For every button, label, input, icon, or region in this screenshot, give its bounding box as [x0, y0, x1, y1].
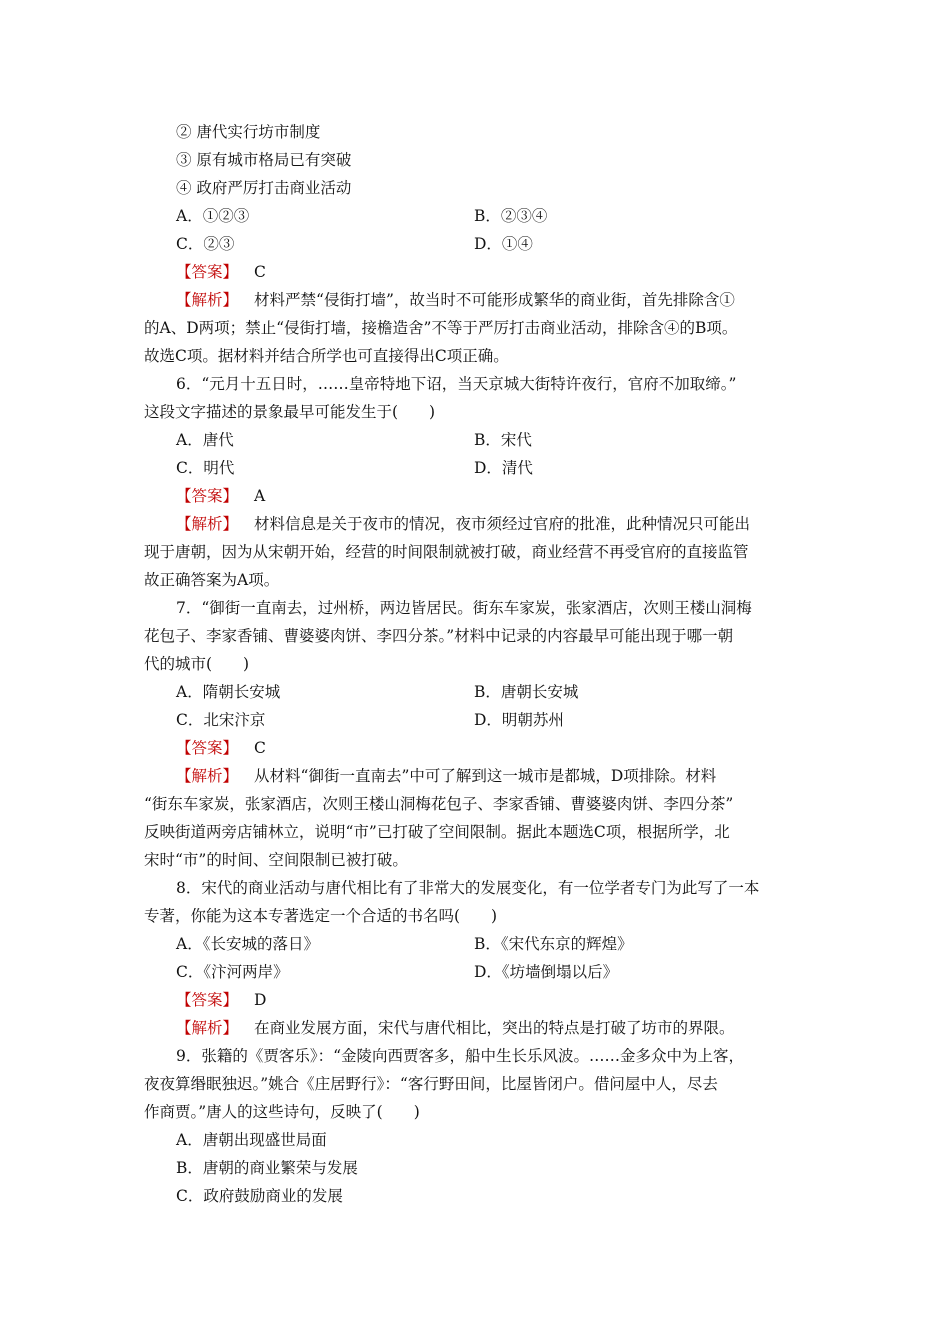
q7-option-a: A．隋朝长安城 [176, 683, 281, 701]
q7-options-row-2 [144, 706, 808, 734]
answer-tag: 【答案】 [176, 487, 239, 505]
q6-options-row-2 [144, 454, 808, 482]
analysis-text: 宋时“市”的时间、空间限制已被打破。 [144, 851, 408, 869]
q6-options-row-1 [144, 426, 808, 454]
answer-tag: 【答案】 [176, 263, 239, 281]
q7-answer [144, 734, 808, 762]
analysis-text: 材料信息是关于夜市的情况，夜市须经过官府的批准，此种情况只可能出 [254, 515, 751, 533]
q9-option-a: A．唐朝出现盛世局面 [176, 1131, 327, 1149]
analysis-text: “街东车家炭，张家酒店，次则王楼山洞梅花包子、李家香铺、曹婆婆肉饼、李四分茶” [144, 795, 734, 813]
q9-option-b: B．唐朝的商业繁荣与发展 [176, 1159, 358, 1177]
q6-option-b: B．宋代 [474, 431, 532, 449]
q8-options-row-1 [144, 930, 808, 958]
q8-stem [144, 874, 808, 930]
q6-answer [144, 482, 808, 510]
analysis-tag: 【解析】 [176, 515, 239, 533]
analysis-tag: 【解析】 [176, 767, 239, 785]
q5-answer [144, 258, 808, 286]
q6-option-c: C．明代 [176, 459, 235, 477]
analysis-tag: 【解析】 [176, 291, 239, 309]
answer-value: C [254, 739, 266, 757]
question-stem-line: 9．张籍的《贾客乐》：“金陵向西贾客多，船中生长乐风波。……金多众中为上客， [176, 1047, 745, 1065]
q6-option-a: A．唐代 [176, 431, 234, 449]
q8-option-b: B．《宋代东京的辉煌》 [474, 935, 633, 953]
q7-option-b: B．唐朝长安城 [474, 683, 579, 701]
q5-option-d: D．①④ [474, 235, 533, 253]
q7-analysis [144, 762, 808, 874]
analysis-text: 材料严禁“侵街打墙”，故当时不可能形成繁华的商业街，首先排除含① [254, 291, 735, 309]
question-stem-line: 专著，你能为这本专著选定一个合适的书名吗( ) [144, 907, 498, 925]
question-stem-line: 花包子、李家香铺、曹婆婆肉饼、李四分茶。”材料中记录的内容最早可能出现于哪一朝 [144, 627, 734, 645]
q7-stem [144, 594, 808, 678]
q7-options-row-1 [144, 678, 808, 706]
question-stem-line: 作商贾。”唐人的这些诗句，反映了( ) [144, 1103, 420, 1121]
q8-options-row-2 [144, 958, 808, 986]
q8-analysis [144, 1014, 808, 1042]
q8-option-a: A．《长安城的落日》 [176, 935, 319, 953]
q8-answer [144, 986, 808, 1014]
q7-option-d: D．明朝苏州 [474, 711, 564, 729]
analysis-text: 在商业发展方面，宋代与唐代相比，突出的特点是打破了坊市的界限。 [254, 1019, 735, 1037]
question-stem-line: 6．“元月十五日时，……皇帝特地下诏，当天京城大街特许夜行，官府不加取缔。” [176, 375, 737, 393]
answer-tag: 【答案】 [176, 739, 239, 757]
q5-option-b: B．②③④ [474, 207, 548, 225]
question-stem-line: 这段文字描述的景象最早可能发生于( ) [144, 403, 436, 421]
q5-option-a: A．①②③ [176, 207, 250, 225]
q6-stem [144, 370, 808, 426]
q5-options-row-2 [144, 230, 808, 258]
q5-statement-3: ③ 原有城市格局已有突破 [176, 151, 352, 169]
analysis-text: 故选C项。据材料并结合所学也可直接得出C项正确。 [144, 347, 509, 365]
analysis-text: 的A、D两项；禁止“侵街打墙，接檐造舍”不等于严厉打击商业活动，排除含④的B项。 [144, 319, 738, 337]
q5-option-c: C．②③ [176, 235, 235, 253]
analysis-text: 现于唐朝，因为从宋朝开始，经营的时间限制就被打破，商业经营不再受官府的直接监管 [144, 543, 749, 561]
question-stem-line: 代的城市( ) [144, 655, 250, 673]
q5-analysis [144, 286, 808, 370]
q7-option-c: C．北宋汴京 [176, 711, 266, 729]
analysis-text: 故正确答案为A项。 [144, 571, 280, 589]
q5-statement-2: ② 唐代实行坊市制度 [176, 123, 321, 141]
q9-option-c: C．政府鼓励商业的发展 [176, 1187, 343, 1205]
analysis-tag: 【解析】 [176, 1019, 239, 1037]
q5-statement-4: ④ 政府严厉打击商业活动 [176, 179, 352, 197]
answer-value: A [254, 487, 266, 505]
answer-value: D [254, 991, 267, 1009]
question-stem-line: 夜夜算缗眠独迟。”姚合《庄居野行》：“客行野田间，比屋皆闭户。借问屋中人，尽去 [144, 1075, 718, 1093]
document-content [144, 118, 808, 1210]
q9-stem [144, 1042, 808, 1126]
analysis-text: 反映街道两旁店铺林立，说明“市”已打破了空间限制。据此本题选C项，根据所学，北 [144, 823, 730, 841]
q5-options-row-1 [144, 202, 808, 230]
answer-value: C [254, 263, 266, 281]
answer-tag: 【答案】 [176, 991, 239, 1009]
analysis-text: 从材料“御街一直南去”中可了解到这一城市是都城，D项排除。材料 [254, 767, 717, 785]
question-stem-line: 7．“御街一直南去，过州桥，两边皆居民。街东车家炭，张家酒店，次则王楼山洞梅 [176, 599, 752, 617]
q6-option-d: D．清代 [474, 459, 533, 477]
q6-analysis [144, 510, 808, 594]
q8-option-c: C．《汴河两岸》 [176, 963, 289, 981]
question-stem-line: 8．宋代的商业活动与唐代相比有了非常大的发展变化，有一位学者专门为此写了一本 [176, 879, 760, 897]
q8-option-d: D．《坊墙倒塌以后》 [474, 963, 619, 981]
